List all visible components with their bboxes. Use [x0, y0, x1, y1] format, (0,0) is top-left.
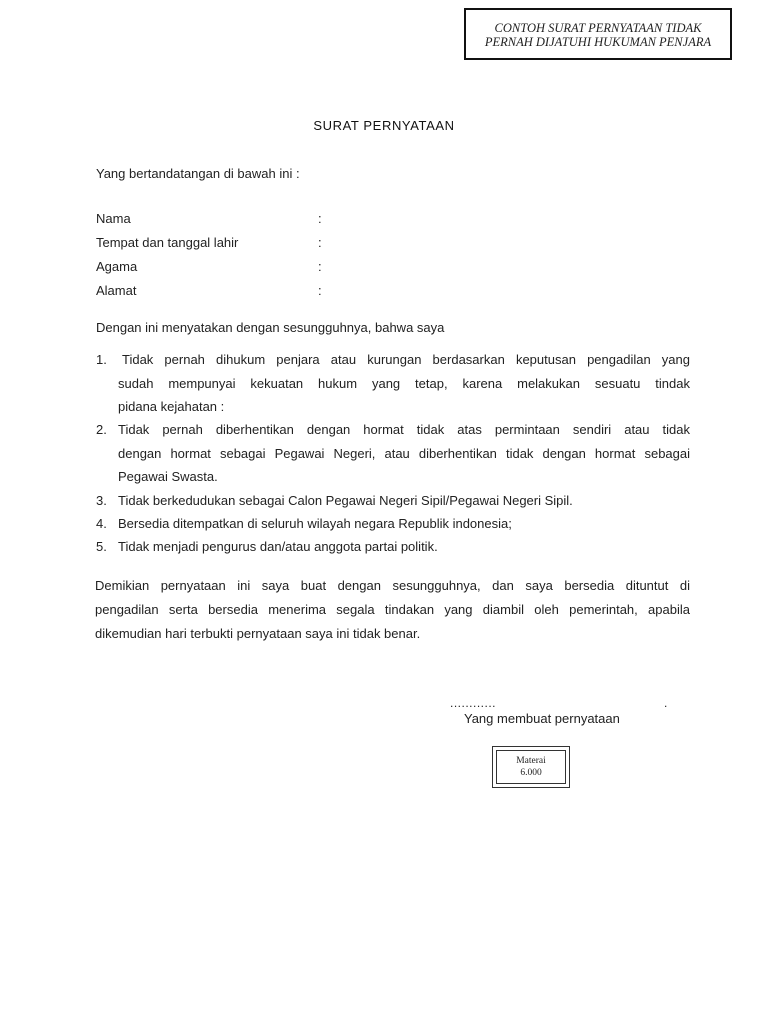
note-line-1: CONTOH SURAT PERNYATAAN TIDAK	[494, 21, 702, 35]
closing-line-2: pengadilan serta bersedia menerima segala tindakan yang diambil oleh pemerintah, apabila	[95, 602, 690, 617]
closing-line-3: dikemudian hari terbukti pernyataan saya ini tidak benar.	[95, 626, 421, 641]
intro-text: Yang bertandatangan di bawah ini :	[96, 166, 300, 181]
document-type-note	[464, 8, 732, 60]
item-2-line-3: Pegawai Swasta.	[118, 469, 218, 484]
note-line-2: PERNAH DIJATUHI HUKUMAN PENJARA	[484, 35, 712, 49]
field-colon-ttl: :	[318, 235, 322, 250]
item-2-line-1: Tidak pernah diberhentikan dengan hormat tidak atas permintaan sendiri atau tidak	[118, 422, 690, 437]
signature-label: Yang membuat pernyataan	[464, 711, 620, 726]
field-colon-alamat: :	[318, 283, 322, 298]
field-label-alamat: Alamat	[96, 283, 137, 298]
statement-intro: Dengan ini menyatakan dengan sesungguhnya, bahwa saya	[96, 320, 445, 335]
item-1-line-3: pidana kejahatan :	[118, 399, 225, 414]
place-date-line: ............	[450, 696, 497, 710]
field-label-nama: Nama	[96, 211, 131, 226]
stamp-inner-box	[496, 750, 566, 784]
field-colon-agama: :	[318, 259, 322, 274]
item-number-1: 1.	[96, 352, 107, 367]
item-number-5: 5.	[96, 539, 107, 554]
item-3-text: Tidak berkedudukan sebagai Calon Pegawai Negeri Sipil/Pegawai Negeri Sipil.	[118, 493, 573, 508]
place-date-line-end: .	[664, 696, 668, 710]
closing-line-1: Demikian pernyataan ini saya buat dengan sesungguhnya, dan saya bersedia dituntut di	[95, 578, 690, 593]
item-1-line-2: sudah mempunyai kekuatan hukum yang tetap, karena melakukan sesuatu tindak	[118, 376, 690, 391]
stamp-value: 6.000	[520, 768, 542, 778]
item-1-line-1: Tidak pernah dihukum penjara atau kurungan berdasarkan keputusan pengadilan yang	[122, 352, 690, 367]
stamp-label: Materai	[516, 756, 546, 766]
item-number-4: 4.	[96, 516, 107, 531]
item-5-text: Tidak menjadi pengurus dan/atau anggota partai politik.	[118, 539, 438, 554]
item-number-2: 2.	[96, 422, 107, 437]
field-label-ttl: Tempat dan tanggal lahir	[96, 235, 239, 250]
document-title: SURAT PERNYATAAN	[313, 118, 455, 133]
field-label-agama: Agama	[96, 259, 138, 274]
field-colon-nama: :	[318, 211, 322, 226]
stamp-box	[492, 746, 570, 788]
item-4-text: Bersedia ditempatkan di seluruh wilayah negara Republik indonesia;	[118, 516, 512, 531]
item-number-3: 3.	[96, 493, 107, 508]
item-2-line-2: dengan hormat sebagai Pegawai Negeri, atau diberhentikan tidak dengan hormat sebagai	[118, 446, 690, 461]
